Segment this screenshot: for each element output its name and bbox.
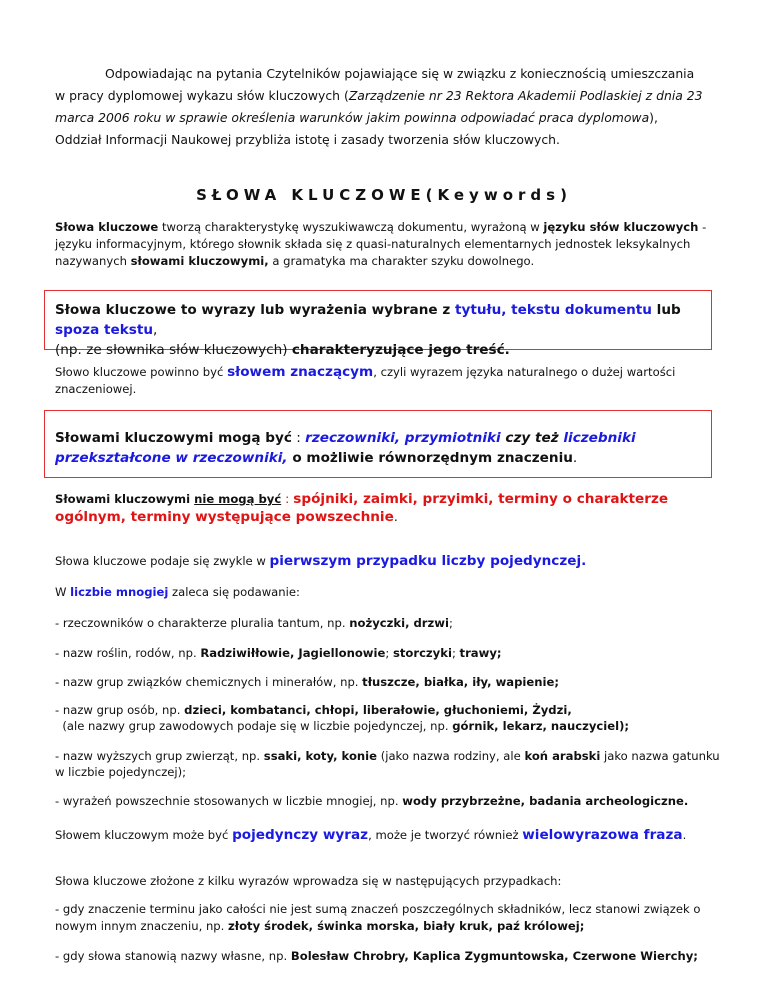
definition-paragraph (55, 219, 720, 270)
intro-punct: ), (649, 110, 658, 125)
item-example: tłuszcze, białka, iły, wapienie; (362, 675, 559, 689)
box1-bold: Słowa kluczowe to wyrazy lub wyrażenia wybrane z (55, 302, 455, 318)
item-text: - wyrażeń powszechnie stosowanych w liczbie mnogiej, np. (55, 794, 403, 808)
significant-paragraph (55, 364, 720, 398)
item-example: dzieci, kombatanci, chłopi, liberałowie, głuchoniemi, Żydzi, (184, 703, 572, 717)
list-item (55, 947, 720, 965)
item-example: trawy; (459, 646, 502, 660)
phrase-multi: wielowyrazowa fraza (522, 827, 683, 843)
item-text: - nazw grup związków chemicznych i minerałów, np. (55, 675, 363, 689)
case-example: złoty środek, świnka morska, biały kruk, paź królowej; (228, 919, 585, 933)
box1-content: charakteryzujące jego treść. (291, 342, 510, 358)
sig-text: Słowo kluczowe powinno być (55, 365, 228, 379)
singular-paragraph (55, 552, 720, 570)
list-item (55, 748, 720, 780)
sig-term: słowem znaczącym (227, 364, 374, 380)
item-example: storczyki (392, 646, 452, 660)
item-punct: ; (448, 616, 453, 630)
item-example: ssaki, koty, konie (263, 749, 378, 763)
list-item (55, 901, 720, 935)
phrase-dot: . (682, 828, 687, 842)
def-language: języku słów kluczowych (543, 220, 699, 234)
item-example: wody przybrzeżne, badania archeologiczne. (402, 794, 689, 808)
def-text3: a gramatyka ma charakter szyku dowolnego. (268, 254, 535, 268)
box1-source: tytułu, tekstu dokumentu (454, 302, 652, 318)
compound-paragraph: Słowa kluczowe złożone z kilku wyrazów wprowadza się w następujących przypadkach: (55, 874, 562, 888)
box1-outside: spoza tekstu (55, 322, 154, 338)
item-text: jako nazwa gatunku w liczbie pojedynczej); (55, 749, 720, 779)
page-title: SŁOWA KLUCZOWE(Keywords) (196, 186, 572, 204)
item-example: koń arabski (524, 749, 601, 763)
list-item (55, 673, 720, 691)
def-text: tworzą charakterystykę wyszukiwawczą dokumentu, wyrażoną w (158, 220, 544, 234)
list-item (55, 644, 720, 662)
box1-text (55, 300, 701, 360)
box1-comma: , (153, 322, 158, 338)
box2-colon: : (291, 430, 306, 446)
phrase-text: Słowem kluczowym może być (55, 828, 233, 842)
regulation-ref-cont: marca 2006 roku w sprawie określenia warunków jakim powinna odpowiadać praca dyplomowa (55, 110, 650, 125)
box2-dot: . (572, 450, 578, 466)
box2-bold: Słowami kluczowymi mogą być (55, 430, 292, 446)
intro-line2: w pracy dyplomowej wykazu słów kluczowych ( (55, 88, 349, 103)
phrase-single: pojedynczy wyraz (232, 827, 369, 843)
plural-term: liczbie mnogiej (70, 585, 169, 599)
box2-numerals: liczebniki przekształcone w rzeczowniki, (55, 430, 636, 466)
item-text: (ale nazwy grup zawodowych podaje się w liczbie pojedynczej, np. (62, 719, 453, 733)
definition-box (44, 290, 712, 358)
box2-text (55, 420, 701, 468)
item-example: Radziwiłłowie, Jagiellonowie (200, 646, 386, 660)
case-text: - gdy słowa stanowią nazwy własne, np. (55, 949, 291, 963)
case-example: Bolesław Chrobry, Kaplica Zygmuntowska, Czerwone Wierchy; (290, 949, 698, 963)
intro-line1: Odpowiadając na pytania Czytelników pojawiające się w związku z koniecznością umieszczania (105, 66, 695, 81)
phrase-text2: , może je tworzyć również (368, 828, 523, 842)
item-text: - nazw wyższych grup zwierząt, np. (55, 749, 264, 763)
def-keywords: słowami kluczowymi, (130, 254, 269, 268)
list-item (55, 792, 720, 810)
singular-text: Słowa kluczowe podaje się zwykle w (55, 554, 270, 568)
def-term: Słowa kluczowe (55, 220, 159, 234)
box2-or: czy też (500, 430, 564, 446)
item-punct: ; (385, 646, 393, 660)
sig-text2: , czyli wyrazem języka naturalnego o dużej wartości znaczeniowej. (55, 365, 676, 396)
singular-term: pierwszym przypadku liczby pojedynczej. (269, 553, 587, 569)
cannot-term: nie mogą być (194, 492, 282, 506)
phrase-paragraph (55, 826, 720, 844)
forbidden-paragraph (55, 490, 720, 526)
case-text: - gdy znaczenie terminu jako całości nie jest sumą znaczeń poszczególnych składników, lecz stanowi związek o nowym innym znaczeniu, np. (55, 902, 701, 933)
item-example: górnik, lekarz, nauczyciel); (452, 719, 630, 733)
cannot-dot: . (393, 509, 398, 524)
box1-or: lub (651, 302, 681, 318)
item-text: - rzeczowników o charakterze pluralia tantum, np. (55, 616, 350, 630)
plural-text: zaleca się podawanie: (168, 585, 300, 599)
allowed-box (44, 410, 712, 478)
box1-example: (np. ze słownika słów kluczowych) (55, 342, 292, 358)
item-text: (jako nazwa rodziny, ale (377, 749, 525, 763)
cannot-list: spójniki, zaimki, przyimki, terminy o charakterze ogólnym, terminy występujące powszechnie (55, 491, 669, 525)
intro-paragraph (55, 63, 715, 151)
item-punct: ; (451, 646, 460, 660)
list-item (55, 614, 720, 632)
regulation-ref: Zarządzenie nr 23 Rektora Akademii Podlaskiej z dnia 23 (348, 88, 703, 103)
item-text: - nazw roślin, rodów, np. (55, 646, 201, 660)
cannot-text: Słowami kluczowymi (55, 492, 195, 506)
item-example: nożyczki, drzwi (349, 616, 449, 630)
list-item (55, 702, 720, 734)
plural-paragraph (55, 583, 720, 601)
intro-line4: Oddział Informacji Naukowej przybliża istotę i zasady tworzenia słów kluczowych. (55, 132, 560, 147)
plural-w: W (55, 585, 71, 599)
cannot-colon: : (281, 491, 294, 506)
item-text: - nazw grup osób, np. (55, 703, 185, 717)
def-text2: - języku informacyjnym, którego słownik składa się z quasi-naturalnych elementarnych jednostek leksykalnych nazywanych (55, 220, 707, 268)
box2-nouns: rzeczowniki, przymiotniki (305, 430, 501, 446)
box2-meaning: o możliwie równorzędnym znaczeniu (287, 450, 573, 466)
